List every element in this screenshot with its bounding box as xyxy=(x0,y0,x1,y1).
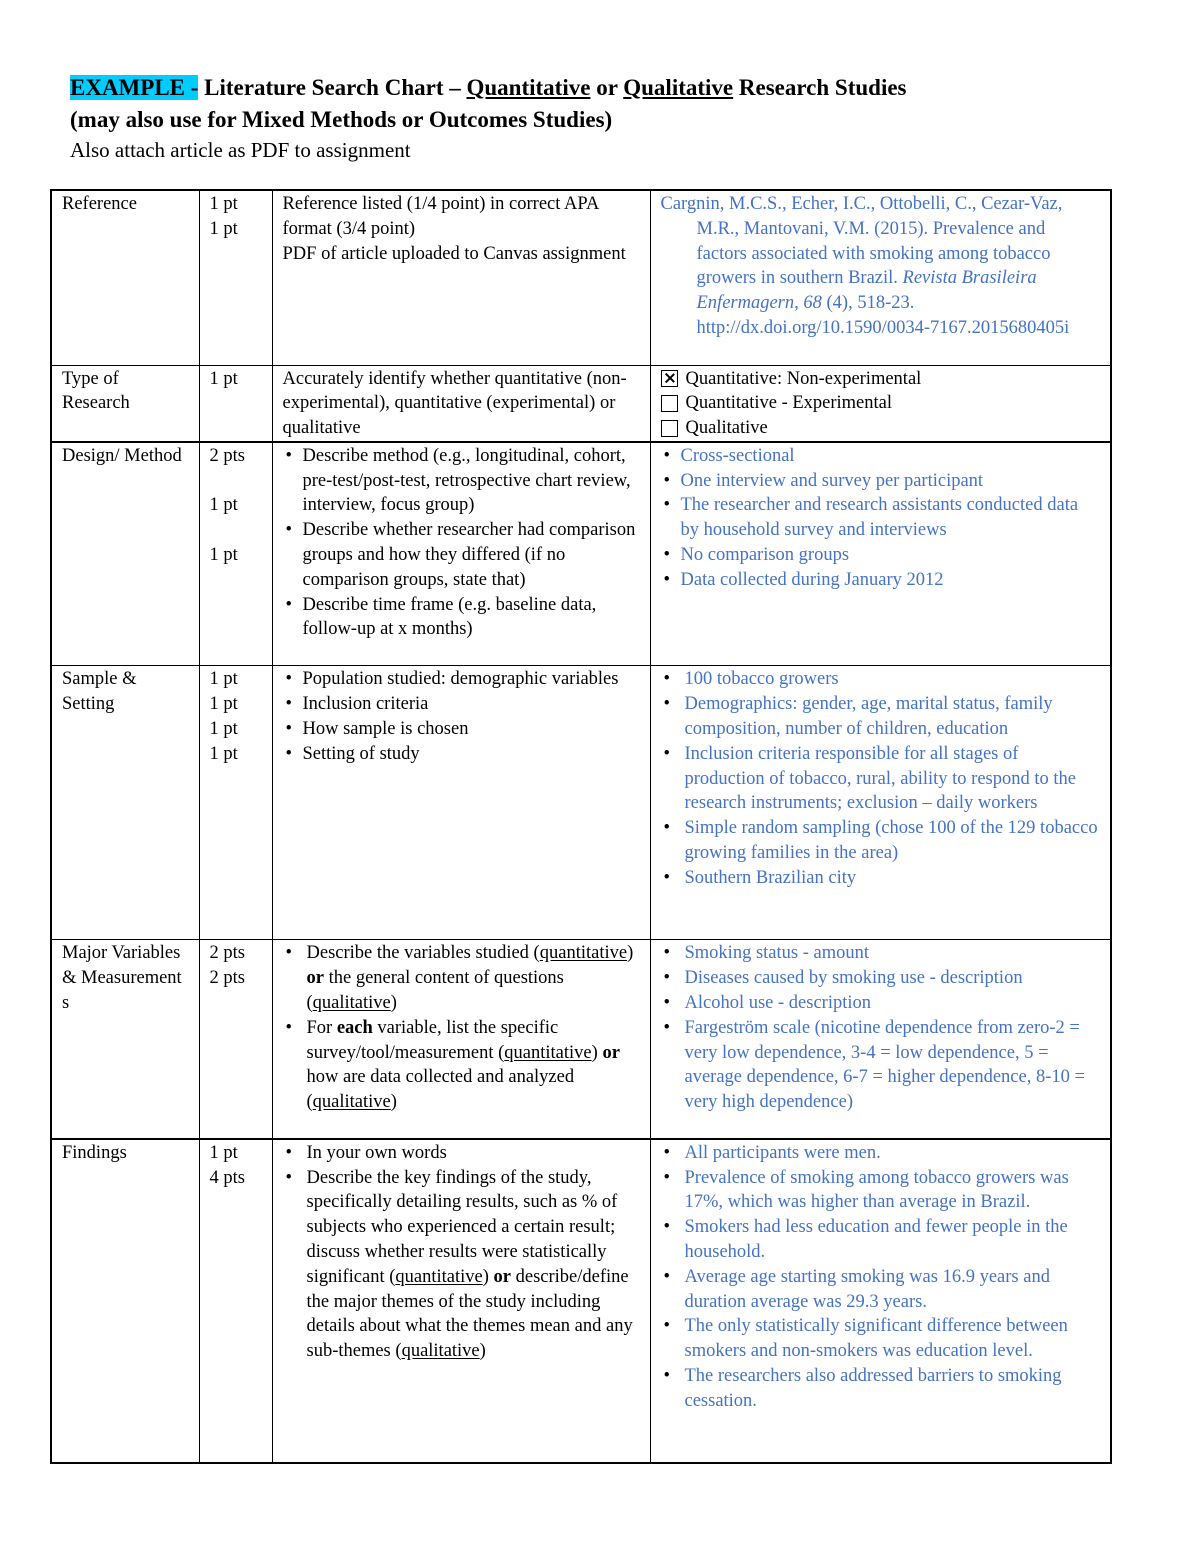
answer-cell xyxy=(650,365,1111,442)
row-label: Findings xyxy=(51,1139,199,1463)
list-item: • Fargeström scale (nicotine dependence from zero-2 = very low dependence, 3-4 = low dependence, 5 = average dependence, 6-7 = higher dependence, 8-10 = very high dependence) xyxy=(661,1016,1101,1115)
row-label: Reference xyxy=(51,190,199,365)
option-qualitative[interactable]: Qualitative xyxy=(661,416,1101,441)
option-quant-nonexp[interactable]: Quantitative: Non-experimental xyxy=(661,367,1101,392)
literature-search-table xyxy=(50,189,1112,1464)
list-item: • The only statistically significant difference between smokers and non-smokers was education level. xyxy=(661,1314,1101,1364)
title-block xyxy=(70,72,1130,164)
example-tag: EXAMPLE - xyxy=(70,75,199,100)
row-type-of-research xyxy=(51,365,1111,442)
criteria-cell: Reference listed (1/4 point) in correct APA format (3/4 point) PDF of article uploaded to Canvas assignment xyxy=(272,190,650,365)
list-item: • 100 tobacco growers xyxy=(661,667,1101,692)
list-item: • Setting of study xyxy=(283,742,640,767)
list-item: • One interview and survey per participant xyxy=(661,469,1101,494)
points-cell: 1 pt 1 pt 1 pt 1 pt xyxy=(199,666,272,940)
list-item: • Prevalence of smoking among tobacco growers was 17%, which was higher than average in Brazil. xyxy=(661,1166,1101,1216)
criteria-cell: Accurately identify whether quantitative (non-experimental), quantitative (experimental) or qualitative xyxy=(272,365,650,442)
criteria-cell xyxy=(272,1139,650,1463)
list-item: • Inclusion criteria xyxy=(283,692,640,717)
list-item: • For each variable, list the specific survey/tool/measurement (quantitative) or how are data collected and analyzed (qualitative) xyxy=(283,1016,640,1115)
list-item: • Average age starting smoking was 16.9 years and duration average was 29.3 years. xyxy=(661,1265,1101,1315)
points-cell: 2 pts 1 pt 1 pt xyxy=(199,442,272,666)
list-item: • Population studied: demographic variables xyxy=(283,667,640,692)
list-item: • Describe time frame (e.g. baseline data, follow-up at x months) xyxy=(283,593,640,643)
page-subtitle: Also attach article as PDF to assignment xyxy=(70,138,411,162)
criteria-cell xyxy=(272,442,650,666)
answer-cell xyxy=(650,442,1111,666)
list-item: • Smoking status - amount xyxy=(661,941,1101,966)
checked-checkbox-icon[interactable] xyxy=(661,370,678,387)
row-sample-setting xyxy=(51,666,1111,940)
row-label: Sample & Setting xyxy=(51,666,199,940)
list-item: • Demographics: gender, age, marital status, family composition, number of children, education xyxy=(661,692,1101,742)
list-item: • In your own words xyxy=(283,1141,640,1166)
list-item: • Southern Brazilian city xyxy=(661,866,1101,891)
citation: Cargnin, M.C.S., Echer, I.C., Ottobelli, C., Cezar-Vaz, M.R., Mantovani, V.M. (2015). Prevalence and factors associated with smoking among tobacco growers in southern Brazil. Revista Brasileira Enfermagern, 68 (4), 518-23. http://dx.doi.org/10.1590/0034-7167.2015680405i xyxy=(660,194,1070,338)
list-item: • Alcohol use - description xyxy=(661,991,1101,1016)
row-findings xyxy=(51,1139,1111,1463)
list-item: • All participants were men. xyxy=(661,1141,1101,1166)
row-label: Type of Research xyxy=(51,365,199,442)
answer-cell xyxy=(650,190,1111,365)
page-title: EXAMPLE - Literature Search Chart – Quantitative or Qualitative Research Studies xyxy=(70,75,907,100)
points-cell: 1 pt xyxy=(199,365,272,442)
list-item: • Simple random sampling (chose 100 of the 129 tobacco growing families in the area) xyxy=(661,816,1101,866)
answer-cell xyxy=(650,940,1111,1139)
points-cell: 1 pt 1 pt xyxy=(199,190,272,365)
list-item: • Cross-sectional xyxy=(661,444,1101,469)
answer-cell xyxy=(650,666,1111,940)
row-reference xyxy=(51,190,1111,365)
row-label: Design/ Method xyxy=(51,442,199,666)
points-cell: 2 pts 2 pts xyxy=(199,940,272,1139)
list-item: • Describe the key findings of the study, specifically detailing results, such as % of subjects who experienced a certain result; discuss whether results were statistically significant (quantitative) or describe/define the major themes of the study including details about what the themes mean and any sub-themes (qualitative) xyxy=(283,1166,640,1364)
list-item: • Describe the variables studied (quantitative) or the general content of questions (qualitative) xyxy=(283,941,640,1015)
list-item: • Smokers had less education and fewer people in the household. xyxy=(661,1215,1101,1265)
row-major-variables xyxy=(51,940,1111,1139)
list-item: • Diseases caused by smoking use - description xyxy=(661,966,1101,991)
checkbox-icon[interactable] xyxy=(661,420,678,437)
points-cell: 1 pt 4 pts xyxy=(199,1139,272,1463)
option-quant-exp[interactable]: Quantitative - Experimental xyxy=(661,391,1101,416)
list-item: • The researcher and research assistants conducted data by household survey and interviews xyxy=(661,493,1101,543)
list-item: • The researchers also addressed barriers to smoking cessation. xyxy=(661,1364,1101,1414)
page-title-line2: (may also use for Mixed Methods or Outcomes Studies) xyxy=(70,107,613,132)
criteria-cell xyxy=(272,940,650,1139)
list-item: • Data collected during January 2012 xyxy=(661,568,1101,593)
list-item: • Inclusion criteria responsible for all stages of production of tobacco, rural, ability to respond to the research instruments; exclusion – daily workers xyxy=(661,742,1101,816)
list-item: • Describe whether researcher had comparison groups and how they differed (if no comparison groups, state that) xyxy=(283,518,640,592)
list-item: • No comparison groups xyxy=(661,543,1101,568)
answer-cell xyxy=(650,1139,1111,1463)
row-design-method xyxy=(51,442,1111,666)
list-item: • How sample is chosen xyxy=(283,717,640,742)
checkbox-icon[interactable] xyxy=(661,395,678,412)
row-label: Major Variables & Measurement s xyxy=(51,940,199,1139)
list-item: • Describe method (e.g., longitudinal, cohort, pre-test/post-test, retrospective chart review, interview, focus group) xyxy=(283,444,640,518)
criteria-cell xyxy=(272,666,650,940)
